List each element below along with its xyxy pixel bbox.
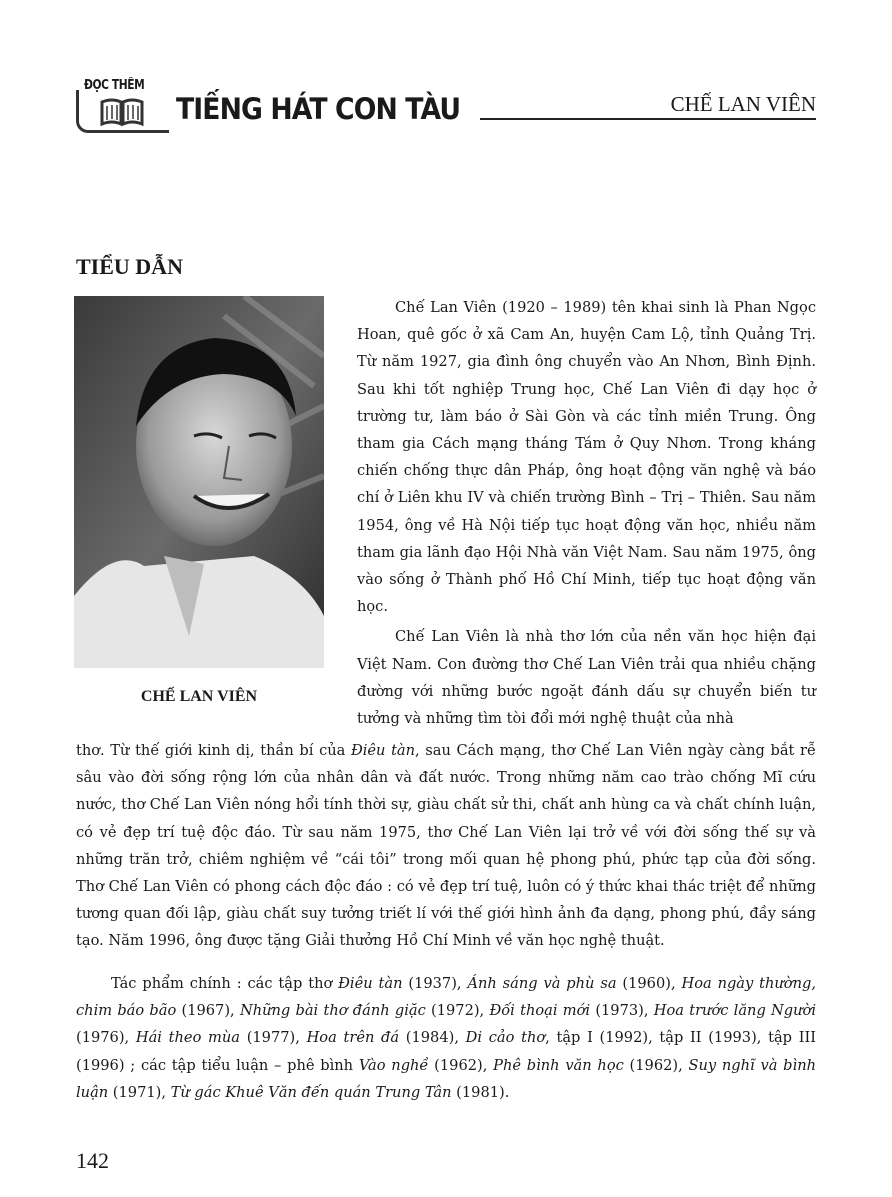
work-title: Hoa trước lăng Người [653, 1002, 817, 1020]
work-title: Hoa trên đá [306, 1029, 400, 1047]
work-year: (1984), [399, 1029, 466, 1047]
biography-paragraph: Chế Lan Viên (1920 – 1989) tên khai sinh là Phan Ngọc Hoan, quê gốc ở xã Cam An, huyện Cam Lộ, tỉnh Quảng Trị. Từ năm 1927, gia đình ông chuyển vào An Nhơn, Bình Định. Sau khi tốt nghiệp Trung học, Chế Lan Viên đi dạy học ở trường tư, làm báo ở Sài Gòn và các tỉnh miền Trung. Ông tham gia Cách mạng tháng Tám ở Quy Nhơn. Trong kháng chiến chống thực dân Pháp, ông hoạt động văn nghệ và báo chí ở Liên khu IV và chiến trường Bình – Trị – Thiên. Sau năm 1954, ông về Hà Nội tiếp tục hoạt động văn học, nhiều năm tham gia lãnh đạo Hội Nhà văn Việt Nam. Sau năm 1975, ông vào sống ở Thành phố Hồ Chí Minh, tiếp tục hoạt động văn học. [357, 299, 816, 616]
main-works [76, 970, 816, 1106]
career-text-b: , sau Cách mạng, thơ Chế Lan Viên ngày càng bắt rễ sâu vào đời sống rộng lớn của nhân dân và đất nước. Trong những năm cao trào chống Mĩ cứu nước, thơ Chế Lan Viên nóng hổi tính thời sự, giàu chất sử thi, chất anh hùng ca và chất chính luận, có vẻ đẹp trí tuệ độc đáo. Từ sau năm 1975, thơ Chế Lan Viên lại trở về với đời sống thế sự và những trăn trở, chiêm nghiệm về “cái tôi” trong mối quan hệ phong phú, phức tạp của đời sống. Thơ Chế Lan Viên có phong cách độc đáo : có vẻ đẹp trí tuệ, luôn có ý thức khai thác triệt để những tương quan đối lập, giàu chất suy tưởng triết lí với thế giới hình ảnh đa dạng, phong phú, đầy sáng tạo. Năm 1996, ông được tặng Giải thưởng Hồ Chí Minh về văn học nghệ thuật. [76, 742, 816, 950]
work-year: (1962), [428, 1056, 494, 1074]
page-header [76, 76, 816, 134]
page-number: 142 [76, 1148, 109, 1173]
author-portrait [74, 296, 324, 668]
open-book-icon [98, 96, 146, 128]
work-title: Đối thoại mới [489, 1002, 591, 1020]
works-intro: Tác phẩm chính : các tập thơ [111, 975, 339, 992]
work-year: (1976), [76, 1029, 136, 1047]
career-text-a: thơ. Từ thế giới kinh dị, thần bí của [76, 742, 351, 759]
badge-label: ĐỌC THÊM [84, 78, 145, 93]
work-year: , tập I (1992), tập II (1993), tập III (1996) ; các tập tiểu luận – phê bình [76, 1029, 816, 1074]
work-title: Hái theo mùa [135, 1029, 240, 1047]
photo-caption: CHẾ LAN VIÊN [140, 688, 258, 705]
work-title: Hoa ngày thường, chim báo bão [76, 975, 816, 1020]
work-title: Vào nghề [358, 1056, 429, 1074]
work-year: (1971), [108, 1083, 171, 1101]
lesson-title: TIẾNG HÁT CON TÀU [176, 92, 461, 126]
work-title: Phê bình văn học [493, 1056, 624, 1074]
work-year: (1973), [590, 1002, 654, 1020]
work-year: (1937), [402, 975, 468, 992]
career-paragraph-continued [76, 737, 816, 955]
intro-column [357, 294, 816, 732]
work-title: Điêu tàn [350, 742, 416, 759]
work-year: (1977), [240, 1029, 307, 1047]
work-title: Suy nghĩ và bình luận [76, 1056, 816, 1101]
work-title: Di cảo thơ [465, 1029, 546, 1047]
work-title: Những bài thơ đánh giặc [239, 1002, 426, 1020]
work-title: Từ gác Khuê Văn đến quán Trung Tân [170, 1083, 452, 1101]
title-rule [480, 118, 816, 120]
work-title: Điêu tàn [338, 975, 403, 992]
career-paragraph-start: Chế Lan Viên là nhà thơ lớn của nền văn học hiện đại Việt Nam. Con đường thơ Chế Lan Viên trải qua nhiều chặng đường với những bước ngoặt đánh dấu sự chuyển biến tư tưởng và những tìm tòi đổi mới nghệ thuật của nhà [357, 628, 816, 728]
section-heading: TIỂU DẪN [76, 254, 183, 279]
reading-badge [76, 76, 168, 132]
work-year: (1981). [451, 1083, 510, 1101]
work-year: (1972), [425, 1002, 490, 1020]
work-title: Ánh sáng và phù sa [467, 975, 617, 992]
author-name: CHẾ LAN VIÊN [670, 92, 816, 116]
work-year: (1962), [623, 1056, 689, 1074]
work-year: (1967), [176, 1002, 240, 1020]
work-year: (1960), [616, 975, 682, 992]
